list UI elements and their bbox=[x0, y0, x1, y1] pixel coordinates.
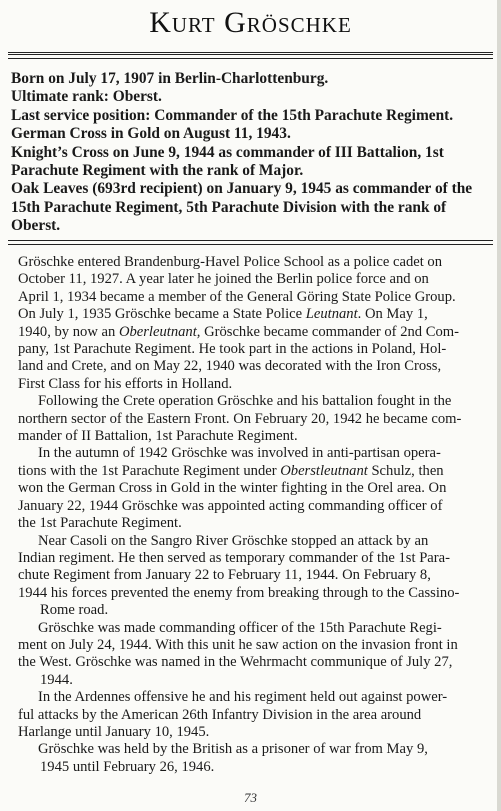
fact-line: Oak Leaves (693rd recipient) on January 9, 1945 as commander of the bbox=[11, 180, 473, 198]
text-run: On July 1, 1935 Gröschke became a State Police bbox=[18, 306, 306, 323]
text-line: mander of II Battalion, 1st Parachute Regiment. bbox=[18, 428, 298, 445]
text-line bbox=[18, 463, 500, 480]
text-line: First Class for his efforts in Holland. bbox=[18, 375, 233, 392]
fact-line: Last service position: Commander of the 15th Parachute Regiment. bbox=[11, 106, 454, 124]
italic-rank: Oberleutnant, bbox=[118, 323, 201, 340]
text-line: 1945 until February 26, 1946. bbox=[40, 758, 215, 775]
text-line: 1944 his forces prevented the enemy from breaking through to the Cassino- bbox=[18, 584, 460, 601]
text-line: Near Casoli on the Sangro River Gröschke stopped an attack by an bbox=[38, 532, 429, 549]
italic-rank: Oberstleutnant bbox=[280, 462, 368, 479]
biography-text bbox=[18, 254, 500, 776]
text-line: April 1, 1934 became a member of the General Göring State Police Group. bbox=[18, 288, 456, 305]
fact-line: Oberst. bbox=[11, 217, 61, 235]
title-rule-top bbox=[8, 52, 493, 55]
text-run: Gröschke became commander of 2nd Com- bbox=[200, 323, 459, 340]
text-run: 1940, by now an bbox=[18, 323, 119, 340]
fact-line: Ultimate rank: Oberst. bbox=[11, 88, 162, 106]
text-line: 1944. bbox=[40, 671, 73, 688]
fact-line: Knight’s Cross on June 9, 1944 as commander of III Battalion, 1st bbox=[11, 143, 444, 161]
section-divider-top bbox=[8, 240, 493, 241]
page-title: Kurt Gröschke bbox=[149, 6, 352, 39]
text-line: January 22, 1944 Gröschke was appointed acting commanding officer of bbox=[18, 497, 443, 514]
fact-line: Born on July 17, 1907 in Berlin-Charlottenburg. bbox=[11, 70, 329, 87]
summary-facts bbox=[11, 70, 499, 236]
text-line: ment on July 24, 1944. With this unit he saw action on the invasion front in bbox=[18, 636, 458, 653]
page-number: 73 bbox=[244, 790, 257, 805]
text-line bbox=[18, 306, 500, 323]
text-line: pany, 1st Parachute Regiment. He took part in the actions in Poland, Hol- bbox=[18, 341, 447, 358]
italic-rank: Leutnant bbox=[305, 306, 358, 323]
text-line: Gröschke was held by the British as a prisoner of war from May 9, bbox=[38, 741, 428, 758]
fact-line: 15th Parachute Regiment, 5th Parachute Division with the rank of bbox=[11, 198, 447, 216]
text-run: . On May 1, bbox=[357, 306, 428, 323]
text-line: land and Crete, and on May 22, 1940 was decorated with the Iron Cross, bbox=[18, 358, 442, 375]
text-line: In the Ardennes offensive he and his regiment held out against power- bbox=[38, 689, 448, 706]
text-line: Rome road. bbox=[40, 602, 109, 619]
text-line: the 1st Parachute Regiment. bbox=[18, 515, 182, 532]
text-line: Following the Crete operation Gröschke and his battalion fought in the bbox=[38, 393, 452, 410]
text-run: tions with the 1st Parachute Regiment under bbox=[18, 462, 281, 479]
text-line: Harlange until January 10, 1945. bbox=[18, 723, 210, 740]
title-rule-bottom bbox=[8, 58, 493, 59]
text-line bbox=[18, 324, 500, 341]
fact-line: German Cross in Gold on August 11, 1943. bbox=[11, 125, 291, 143]
text-line: chute Regiment from January 22 to February 11, 1944. On February 8, bbox=[18, 567, 431, 584]
text-line: ful attacks by the American 26th Infantry Division in the area around bbox=[18, 706, 422, 723]
text-line: Gröschke was made commanding officer of the 15th Parachute Regi- bbox=[38, 619, 442, 636]
section-divider-bottom bbox=[8, 244, 493, 245]
text-line: won the German Cross in Gold in the winter fighting in the Orel area. On bbox=[18, 480, 447, 497]
fact-line: Parachute Regiment with the rank of Major. bbox=[11, 162, 304, 180]
text-line: Indian regiment. He then served as temporary commander of the 1st Para- bbox=[18, 549, 450, 566]
text-line: northern sector of the Eastern Front. On February 20, 1942 he became com- bbox=[18, 410, 462, 427]
text-run: Schulz, then bbox=[367, 462, 444, 479]
text-line: Gröschke entered Brandenburg-Havel Police School as a police cadet on bbox=[18, 254, 443, 270]
text-line: October 11, 1927. A year later he joined the Berlin police force and on bbox=[18, 271, 429, 288]
text-line: the West. Gröschke was named in the Wehrmacht communique of July 27, bbox=[18, 654, 453, 671]
page-edge-shadow bbox=[497, 0, 501, 811]
text-line: In the autumn of 1942 Gröschke was involved in anti-partisan opera- bbox=[38, 445, 441, 462]
